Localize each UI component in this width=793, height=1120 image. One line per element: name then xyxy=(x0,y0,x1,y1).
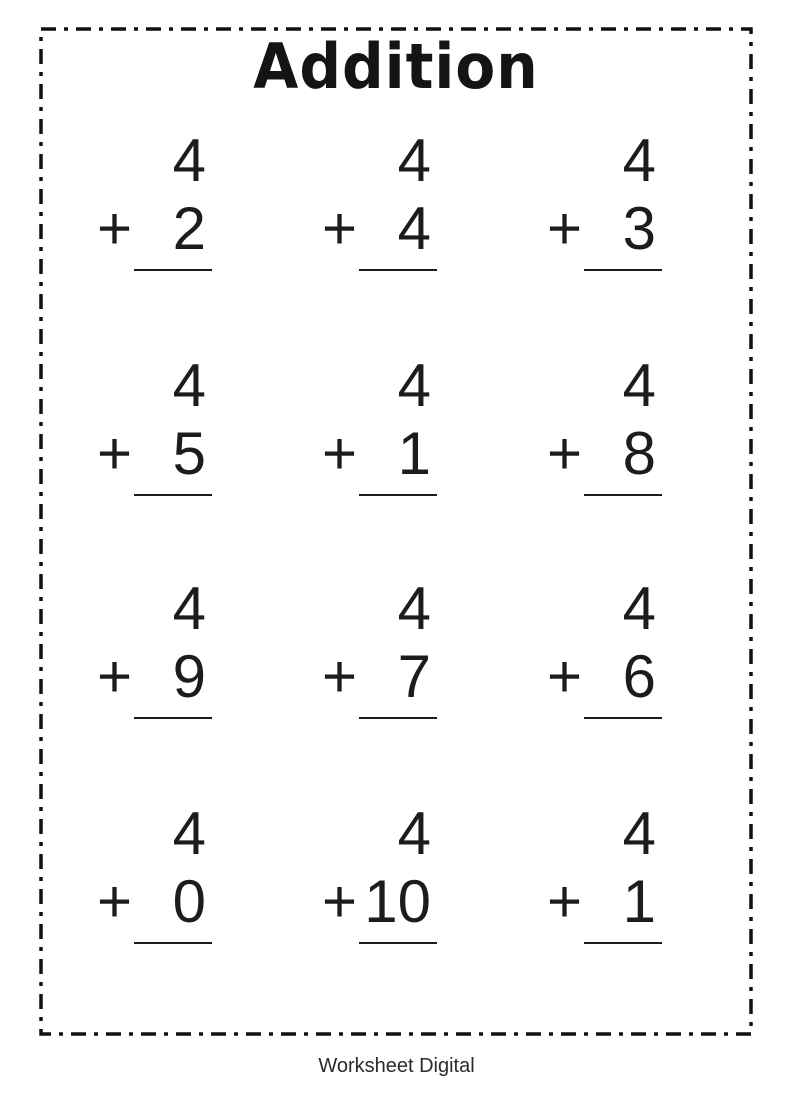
addition-problem xyxy=(322,800,437,947)
plus-operator: + xyxy=(547,420,583,487)
addend-bottom: 8 xyxy=(622,420,656,487)
addend-bottom: 9 xyxy=(172,643,206,710)
addend-top: 4 xyxy=(622,352,656,419)
addition-problem xyxy=(547,575,662,722)
addition-problem xyxy=(322,352,437,499)
answer-blank xyxy=(584,942,662,944)
plus-operator: + xyxy=(322,195,358,262)
plus-operator: + xyxy=(322,643,358,710)
addition-problem xyxy=(547,800,662,947)
addend-top: 4 xyxy=(172,352,206,419)
addend-bottom: 2 xyxy=(172,195,206,262)
footer-brand: Worksheet Digital xyxy=(318,1055,475,1077)
plus-operator: + xyxy=(547,195,583,262)
addend-top: 4 xyxy=(397,575,431,642)
plus-operator: + xyxy=(547,643,583,710)
problems-grid xyxy=(39,27,753,1036)
addend-bottom: 4 xyxy=(397,195,431,262)
addend-bottom: 3 xyxy=(622,195,656,262)
addend-top: 4 xyxy=(622,575,656,642)
plus-operator: + xyxy=(322,868,358,935)
answer-blank xyxy=(359,942,437,944)
addend-top: 4 xyxy=(622,800,656,867)
addend-bottom: 0 xyxy=(172,868,206,935)
addition-problem xyxy=(547,352,662,499)
addend-bottom: 1 xyxy=(397,420,431,487)
answer-blank xyxy=(584,494,662,496)
addition-problem xyxy=(97,575,212,722)
answer-blank xyxy=(134,942,212,944)
addend-top: 4 xyxy=(397,127,431,194)
plus-operator: + xyxy=(97,868,133,935)
addition-problem xyxy=(97,800,212,947)
answer-blank xyxy=(134,494,212,496)
addend-top: 4 xyxy=(172,575,206,642)
answer-blank xyxy=(359,494,437,496)
answer-blank xyxy=(359,269,437,271)
addend-top: 4 xyxy=(397,800,431,867)
plus-operator: + xyxy=(547,868,583,935)
answer-blank xyxy=(584,717,662,719)
addend-bottom: 1 xyxy=(622,868,656,935)
plus-operator: + xyxy=(97,420,133,487)
plus-operator: + xyxy=(322,420,358,487)
addend-top: 4 xyxy=(172,800,206,867)
addition-problem xyxy=(97,127,212,274)
addend-bottom: 7 xyxy=(397,643,431,710)
addend-top: 4 xyxy=(622,127,656,194)
addend-bottom: 6 xyxy=(622,643,656,710)
addend-bottom: 5 xyxy=(172,420,206,487)
addition-problem xyxy=(547,127,662,274)
addition-problem xyxy=(322,575,437,722)
addend-top: 4 xyxy=(172,127,206,194)
answer-blank xyxy=(584,269,662,271)
addition-problem xyxy=(97,352,212,499)
page-title: Addition xyxy=(253,30,539,103)
answer-blank xyxy=(134,269,212,271)
addend-bottom: 10 xyxy=(364,868,431,935)
answer-blank xyxy=(359,717,437,719)
answer-blank xyxy=(134,717,212,719)
plus-operator: + xyxy=(97,643,133,710)
addition-problem xyxy=(322,127,437,274)
plus-operator: + xyxy=(97,195,133,262)
addend-top: 4 xyxy=(397,352,431,419)
